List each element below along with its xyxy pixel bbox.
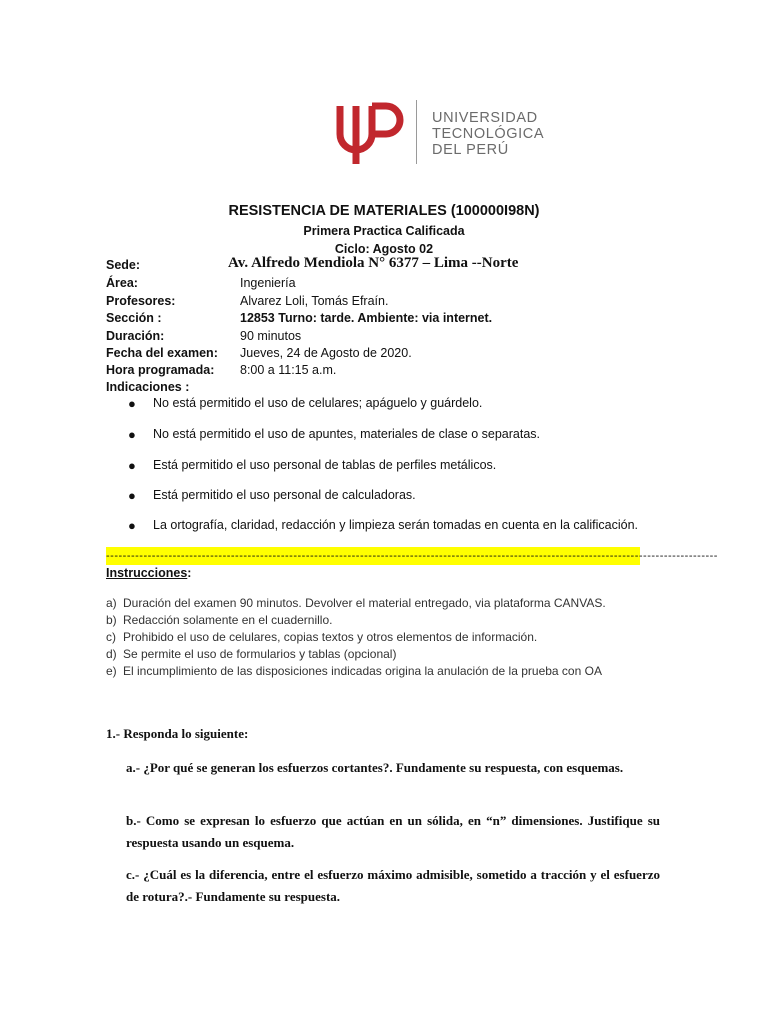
indicacion-text: No está permitido el uso de apuntes, materiales de clase o separatas. bbox=[153, 427, 541, 441]
logo-divider bbox=[416, 100, 417, 164]
duracion-value: 90 minutos bbox=[240, 329, 302, 343]
exam-subtitle: Primera Practica Calificada bbox=[303, 224, 465, 238]
area-label: Área: bbox=[106, 276, 138, 290]
instrucciones-heading bbox=[106, 566, 191, 580]
bullet-icon: ● bbox=[128, 458, 136, 473]
profesores-value: Alvarez Loli, Tomás Efraín. bbox=[240, 294, 389, 308]
indicaciones-label: Indicaciones : bbox=[106, 380, 190, 394]
indicacion-text: La ortografía, claridad, redacción y limpieza serán tomadas en cuenta en la calificación. bbox=[153, 518, 638, 532]
bullet-icon: ● bbox=[128, 427, 136, 442]
profesores-label: Profesores: bbox=[106, 294, 176, 308]
indicacion-text: Está permitido el uso personal de tablas de perfiles metálicos. bbox=[153, 458, 497, 472]
sede-value: Av. Alfredo Mendiola N° 6377 – Lima --Norte bbox=[228, 255, 519, 271]
item-letter: b) bbox=[106, 613, 117, 627]
exam-cycle: Ciclo: Agosto 02 bbox=[334, 242, 434, 256]
seccion-label: Sección : bbox=[106, 311, 162, 325]
hora-value: 8:00 a 11:15 a.m. bbox=[240, 363, 337, 377]
question-1a: a.- ¿Por qué se generan los esfuerzos cortantes?. Fundamente su respuesta, con esquemas. bbox=[126, 760, 624, 775]
question-1-heading: 1.- Responda lo siguiente: bbox=[106, 726, 249, 741]
university-line-1: UNIVERSIDAD bbox=[432, 110, 538, 126]
item-text: Redacción solamente en el cuadernillo. bbox=[123, 613, 333, 627]
duracion-label: Duración: bbox=[106, 329, 165, 343]
question-1b: b.- Como se expresan lo esfuerzo que actúan en un sólida, en “n” dimensiones. Justifique su respuesta usando un esquema. bbox=[126, 813, 660, 850]
item-letter: c) bbox=[106, 630, 116, 644]
item-text: Prohibido el uso de celulares, copias textos y otros elementos de información. bbox=[123, 630, 538, 644]
item-text: Duración del examen 90 minutos. Devolver el material entregado, via plataforma CANVAS. bbox=[123, 596, 606, 610]
area-value: Ingeniería bbox=[240, 276, 296, 290]
university-line-3: DEL PERÚ bbox=[432, 142, 509, 158]
item-letter: e) bbox=[106, 664, 117, 678]
highlighted-separator: --------------------------------------------------------------------------------------------------------------------------------------------------- bbox=[106, 547, 640, 565]
question-1c: c.- ¿Cuál es la diferencia, entre el esfuerzo máximo admisible, sometido a tracción y el esfuerzo de rotura?.- Fundamente su respuesta. bbox=[126, 867, 660, 904]
indicacion-text: Está permitido el uso personal de calculadoras. bbox=[153, 488, 416, 502]
item-letter: a) bbox=[106, 596, 117, 610]
fecha-label: Fecha del examen: bbox=[106, 346, 218, 360]
item-letter: d) bbox=[106, 647, 117, 661]
fecha-value: Jueves, 24 de Agosto de 2020. bbox=[240, 346, 412, 360]
exam-title: RESISTENCIA DE MATERIALES (100000I98N) bbox=[228, 203, 540, 219]
item-text: Se permite el uso de formularios y tablas (opcional) bbox=[123, 647, 397, 661]
university-line-2: TECNOLÓGICA bbox=[432, 126, 545, 142]
hora-label: Hora programada: bbox=[106, 363, 215, 377]
utp-monogram-icon bbox=[336, 96, 408, 168]
seccion-value: 12853 Turno: tarde. Ambiente: via internet. bbox=[240, 311, 493, 325]
item-text: El incumplimiento de las disposiciones indicadas origina la anulación de la prueba con OA bbox=[123, 664, 602, 678]
utp-logo bbox=[336, 96, 545, 168]
instrucciones-heading-text: Instrucciones bbox=[106, 566, 188, 580]
bullet-icon: ● bbox=[128, 518, 136, 533]
sede-label: Sede: bbox=[106, 258, 141, 272]
indicacion-text: No está permitido el uso de celulares; apáguelo y guárdelo. bbox=[153, 396, 483, 410]
bullet-icon: ● bbox=[128, 396, 136, 411]
instrucciones-heading-colon: : bbox=[187, 566, 192, 580]
bullet-icon: ● bbox=[128, 488, 136, 503]
university-name bbox=[432, 110, 544, 158]
